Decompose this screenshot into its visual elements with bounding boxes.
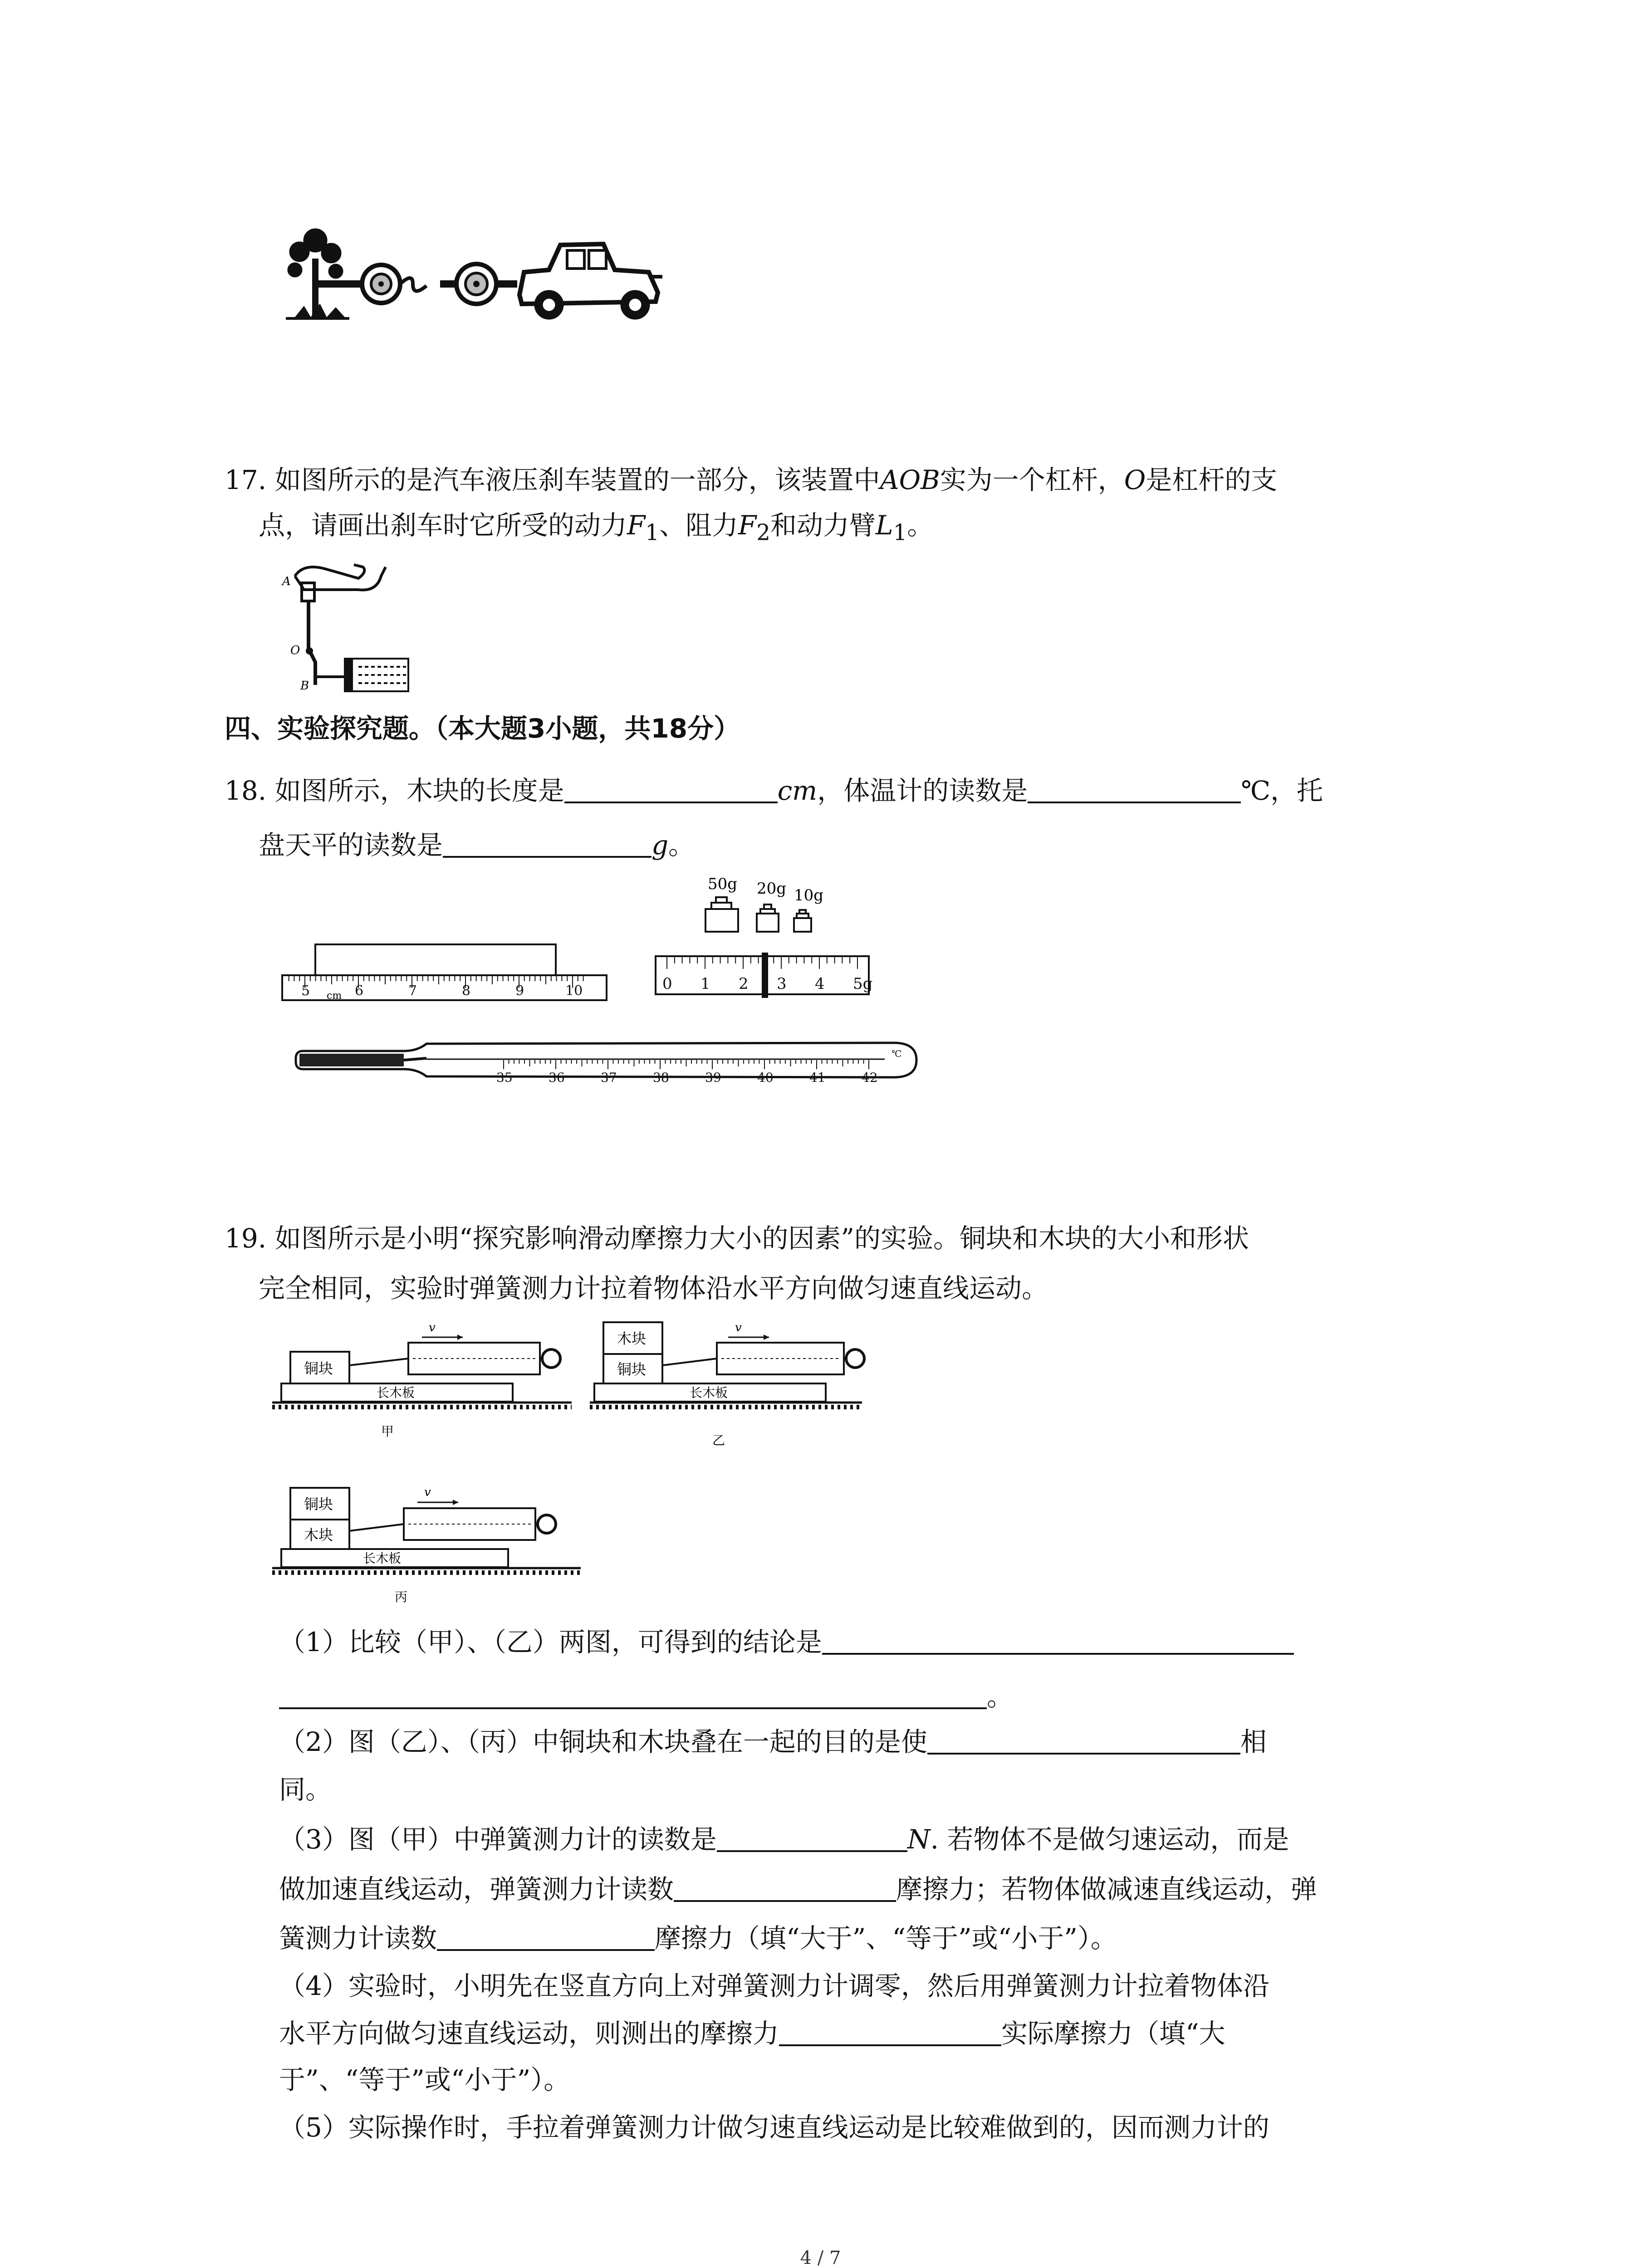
answer-blank-p3-reading[interactable] <box>717 1822 907 1852</box>
answer-blank-p3-decel[interactable] <box>437 1921 655 1951</box>
board-label: 长木板 <box>363 1551 402 1566</box>
weight-icon <box>757 904 779 932</box>
text: 。 <box>907 510 934 541</box>
copper-block-label: 铜块 <box>304 1496 333 1513</box>
beam-tick-label: 1 <box>700 975 710 993</box>
q19-p1-line1 <box>279 1624 1294 1660</box>
text: 如图所示的是汽车液压刹车装置的一部分，该装置中 <box>274 464 880 495</box>
question-number: 18. <box>225 775 267 806</box>
thermometer-bulb <box>299 1054 404 1066</box>
question-number: 17. <box>225 464 267 495</box>
weight-label-50g: 50g <box>708 875 738 893</box>
q19-p3-line2 <box>279 1871 1317 1907</box>
text: ℃，托 <box>1241 775 1323 806</box>
section-title: 四、实验探究题。（本大题3小题，共18分） <box>225 713 740 744</box>
hydraulic-cylinder-icon <box>345 659 408 691</box>
text: 摩擦力（填“大于”、“等于”或“小于”）。 <box>655 1923 1117 1954</box>
text: 点，请画出刹车时它所受的动力 <box>259 510 627 541</box>
thermo-tick-label: 37 <box>601 1070 617 1085</box>
copper-block-label: 铜块 <box>304 1360 333 1377</box>
beam-tick-label: 0 <box>662 975 672 993</box>
q19-p4-line1: （4）实验时，小明先在竖直方向上对弹簧测力计调零，然后用弹簧测力计拉着物体沿 <box>279 1970 1269 2001</box>
wood-block <box>315 944 556 975</box>
text: 如图所示是小明“探究影响滑动摩擦力大小的因素”的实验。铜块和木块的大小和形状 <box>274 1223 1249 1254</box>
thermo-tick-label: 40 <box>757 1070 774 1085</box>
answer-blank-p1[interactable] <box>822 1625 1294 1655</box>
answer-blank-p3-accel[interactable] <box>674 1872 896 1902</box>
figure-label-yi: 乙 <box>712 1433 725 1448</box>
math-F2: F <box>738 510 757 541</box>
text: . 若物体不是做匀速运动，而是 <box>930 1824 1289 1855</box>
weight-icon <box>705 897 738 932</box>
math-L1: L <box>876 510 893 541</box>
q17-line1 <box>225 462 1277 498</box>
beam-tick-label: 5g <box>853 975 873 993</box>
answer-blank-mass[interactable] <box>443 828 652 858</box>
ruler-tick-label: 7 <box>408 983 417 999</box>
thermo-tick-label: 41 <box>809 1070 826 1085</box>
q19-p3-line3 <box>279 1920 1117 1956</box>
beam-tick-label: 3 <box>777 975 787 993</box>
q19-p3-line1 <box>279 1821 1289 1857</box>
setup-jia <box>272 1321 572 1439</box>
q19-p2-line1 <box>279 1724 1267 1760</box>
label-O: O <box>290 644 300 657</box>
ruler-tick-label: 6 <box>355 983 364 999</box>
copper-block-label: 铜块 <box>617 1361 647 1378</box>
ruler-tick-label: 9 <box>515 983 524 999</box>
text: 是杠杆的支 <box>1146 464 1278 495</box>
q18-line2 <box>259 827 695 863</box>
car-icon <box>519 244 662 319</box>
balance-figure <box>653 875 889 1012</box>
text: ，体温计的读数是 <box>817 775 1028 806</box>
velocity-label: v <box>424 1486 431 1499</box>
pulley-icon <box>362 265 400 303</box>
unit: N <box>907 1824 931 1855</box>
answer-blank-p4[interactable] <box>779 2016 1001 2046</box>
subscript: 2 <box>756 520 771 546</box>
answer-blank-p1-cont[interactable] <box>279 1679 987 1709</box>
subscript: 1 <box>645 520 660 546</box>
ruler-unit: cm <box>327 990 342 1002</box>
ruler-tick-label: 8 <box>462 983 471 999</box>
velocity-label: v <box>735 1321 742 1334</box>
brake-lever-figure <box>277 558 417 694</box>
page-number: 4 / 7 <box>800 2248 841 2268</box>
text: 实际摩擦力（填“大 <box>1001 2018 1225 2049</box>
text: 簧测力计读数 <box>279 1923 437 1954</box>
thermo-tick-label: 39 <box>705 1070 721 1085</box>
ruler-figure <box>281 943 608 1002</box>
text: （3）图（甲）中弹簧测力计的读数是 <box>279 1824 717 1855</box>
setup-bing <box>272 1486 581 1604</box>
thermo-tick-label: 36 <box>549 1070 565 1085</box>
text: 、阻力 <box>659 510 739 541</box>
text: 水平方向做匀速直线运动，则测出的摩擦力 <box>279 2018 779 2049</box>
friction-experiment-figure <box>272 1306 898 1633</box>
text: 相 <box>1240 1726 1267 1757</box>
beam-tick-label: 4 <box>815 975 825 993</box>
thermo-tick-label: 38 <box>653 1070 669 1085</box>
math-O: O <box>1124 464 1146 495</box>
ruler-tick-label: 5 <box>301 983 310 999</box>
text: （1）比较（甲）、（乙）两图，可得到的结论是 <box>279 1627 822 1657</box>
beam-tick-label: 2 <box>739 975 749 993</box>
text: （2）图（乙）、（丙）中铜块和木块叠在一起的目的是使 <box>279 1726 927 1757</box>
unit: g <box>652 830 669 860</box>
board-label: 长木板 <box>377 1385 415 1400</box>
answer-blank-length[interactable] <box>564 773 778 803</box>
answer-blank-temperature[interactable] <box>1028 773 1241 803</box>
setup-yi <box>590 1321 864 1448</box>
pulley-icon <box>440 264 517 304</box>
thermo-tick-label: 35 <box>496 1070 513 1085</box>
answer-blank-p2[interactable] <box>927 1725 1240 1755</box>
weight-label-10g: 10g <box>794 886 824 904</box>
thermo-unit: ℃ <box>892 1048 902 1059</box>
q19-line2: 完全相同，实验时弹簧测力计拉着物体沿水平方向做匀速直线运动。 <box>259 1273 1048 1304</box>
subscript: 1 <box>893 520 907 546</box>
q19-line1 <box>225 1220 1249 1256</box>
q18-line1 <box>225 772 1323 809</box>
tree-icon <box>286 229 349 318</box>
wood-block-label: 木块 <box>617 1330 647 1347</box>
rider <box>762 953 768 998</box>
q19-p4-line2 <box>279 2015 1225 2052</box>
figure-label-jia: 甲 <box>381 1424 394 1439</box>
question-number: 19. <box>225 1223 267 1254</box>
q19-p2-line2: 同。 <box>279 1774 332 1805</box>
board-label: 长木板 <box>690 1385 728 1400</box>
text: 做加速直线运动，弹簧测力计读数 <box>279 1874 674 1905</box>
text: 。 <box>668 830 695 860</box>
velocity-label: v <box>429 1321 436 1334</box>
figure-label-bing: 丙 <box>395 1589 408 1604</box>
label-A: A <box>282 575 291 588</box>
wood-block-label: 木块 <box>304 1526 333 1544</box>
text: 实为一个杠杆， <box>940 464 1124 495</box>
q17-line2 <box>259 507 933 551</box>
q19-p4-line3: 于”、“等于”或“小于”）。 <box>279 2064 570 2095</box>
text: 和动力臂 <box>770 510 876 541</box>
ruler-tick-label: 10 <box>565 983 583 999</box>
math-F1: F <box>627 510 646 541</box>
label-B: B <box>300 679 309 693</box>
foot-pedal-icon <box>295 565 386 601</box>
q19-p5-line1: （5）实际操作时，手拉着弹簧测力计做匀速直线运动是比较难做到的，因而测力计的 <box>279 2112 1269 2143</box>
pulley-car-figure <box>277 218 676 327</box>
text: 盘天平的读数是 <box>259 830 443 860</box>
thermometer-figure <box>290 1036 926 1086</box>
text: 如图所示，木块的长度是 <box>274 775 564 806</box>
text: 摩擦力；若物体做减速直线运动，弹 <box>896 1874 1318 1905</box>
text: 。 <box>987 1681 1014 1712</box>
math-AOB: AOB <box>880 464 940 495</box>
weight-icon <box>794 910 811 932</box>
q19-p1-line2 <box>279 1678 1013 1715</box>
thermo-tick-label: 42 <box>862 1070 878 1085</box>
unit: cm <box>777 775 818 806</box>
weight-label-20g: 20g <box>757 880 787 898</box>
